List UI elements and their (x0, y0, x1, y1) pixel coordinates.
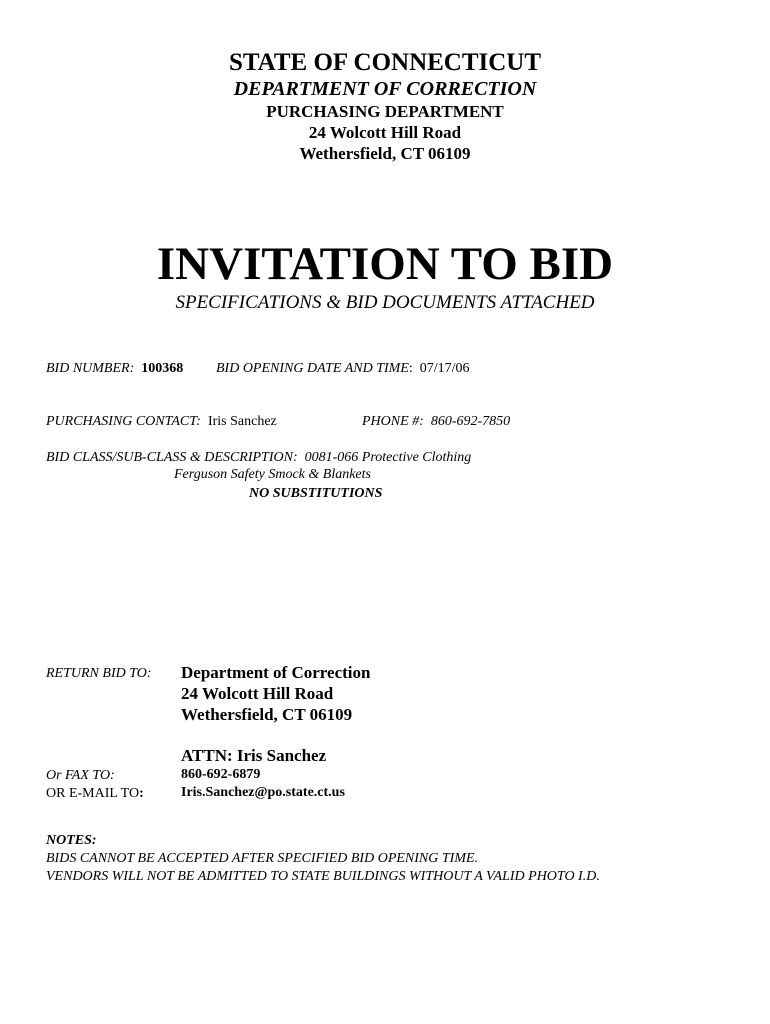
return-bid-label: RETURN BID TO: (46, 666, 152, 681)
department-name: DEPARTMENT OF CORRECTION (233, 78, 537, 100)
email-colon: : (139, 786, 144, 801)
attention-line: ATTN: Iris Sanchez (181, 746, 327, 765)
notes-line1: BIDS CANNOT BE ACCEPTED AFTER SPECIFIED BID OPENING TIME. (46, 851, 479, 866)
phone-value: 860-692-7850 (430, 414, 511, 429)
bid-class-value: 0081-066 Protective Clothing (304, 450, 472, 465)
bid-number-value: 100368 (141, 361, 184, 376)
fax-label: Or FAX TO: (46, 768, 115, 783)
email-label: OR E-MAIL TO (46, 786, 140, 801)
return-address-line2: 24 Wolcott Hill Road (181, 684, 334, 703)
contact-label: PURCHASING CONTACT: (46, 414, 201, 429)
phone-label: PHONE #: (362, 414, 424, 429)
bid-opening-colon: : (408, 361, 413, 376)
bid-class-description: Ferguson Safety Smock & Blankets (174, 467, 371, 482)
notes-line2: VENDORS WILL NOT BE ADMITTED TO STATE BUILDINGS WITHOUT A VALID PHOTO I.D. (46, 869, 600, 884)
bid-opening-value: 07/17/06 (419, 361, 470, 376)
bid-class-label: BID CLASS/SUB-CLASS & DESCRIPTION: (46, 450, 298, 465)
contact-name: Iris Sanchez (207, 414, 277, 429)
page-subtitle: SPECIFICATIONS & BID DOCUMENTS ATTACHED (175, 292, 595, 313)
bid-class-row (46, 450, 471, 466)
bid-opening-label: BID OPENING DATE AND TIME (216, 361, 409, 376)
state-name: STATE OF CONNECTICUT (228, 49, 542, 76)
header-address-line1: 24 Wolcott Hill Road (308, 123, 462, 142)
return-address-line3: Wethersfield, CT 06109 (181, 705, 353, 724)
contact-row (46, 414, 277, 430)
bid-number-label: BID NUMBER: (46, 361, 135, 376)
bid-number-row (46, 361, 183, 377)
division-name: PURCHASING DEPARTMENT (266, 102, 504, 121)
email-label-row (46, 786, 144, 802)
fax-value: 860-692-6879 (181, 767, 261, 782)
no-substitutions-note: NO SUBSTITUTIONS (249, 486, 383, 501)
page-title: INVITATION TO BID (156, 238, 614, 290)
notes-heading: NOTES: (46, 833, 97, 848)
return-address-line1: Department of Correction (181, 663, 371, 682)
header-address-line2: Wethersfield, CT 06109 (299, 144, 471, 163)
email-value: Iris.Sanchez@po.state.ct.us (181, 785, 345, 800)
phone-row (362, 414, 510, 430)
bid-opening-row (216, 361, 470, 377)
